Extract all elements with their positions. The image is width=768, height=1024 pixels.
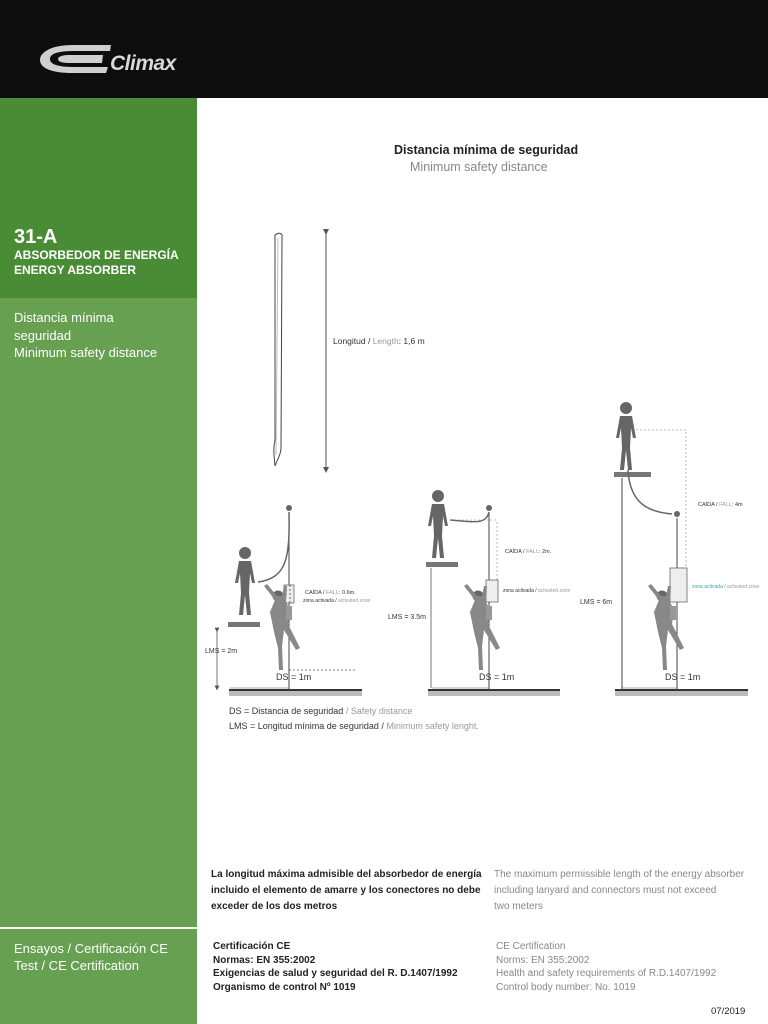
lms-label: LMS = 2m xyxy=(205,648,238,655)
svg-text:zona activada / activated zone: zona activada / activated zone xyxy=(503,588,571,594)
logo-swoosh-icon xyxy=(38,42,112,76)
scenario-2 xyxy=(388,490,570,696)
cert-line: Exigencias de salud y seguridad del R. D.1407/1992 xyxy=(213,968,458,979)
sidebar-info-block xyxy=(0,298,197,1024)
section-line: Distancia mínima xyxy=(14,310,114,325)
section-line: seguridad xyxy=(14,327,72,343)
cert-line: Organismo de control Nº 1019 xyxy=(213,981,356,993)
cert-line: Normas: EN 355:2002 xyxy=(213,954,316,966)
note-line: exceder de los dos metros xyxy=(211,901,338,912)
note-line: including lanyard and connectors must not exceed xyxy=(494,885,717,896)
cert-line: Norms: EN 355:2002 xyxy=(496,954,590,966)
svg-text:CAÍDA / FALL: 0.6m.: CAÍDA / FALL: 0.6m. xyxy=(305,590,356,596)
note-line: two meters xyxy=(494,901,543,912)
ds-label: DS = 1m xyxy=(665,672,701,682)
note-spanish xyxy=(211,867,482,915)
product-name xyxy=(14,248,179,278)
scenario-1 xyxy=(205,505,370,696)
section-line: Minimum safety distance xyxy=(14,345,158,360)
product-code: 31-A xyxy=(14,226,58,248)
note-line: The maximum permissible length of the energy absorber xyxy=(494,869,745,880)
page-subtitle: Minimum safety distance xyxy=(410,160,548,174)
cert-line: CE Certification xyxy=(496,941,566,952)
legend-lms: LMS = Longitud mínima de seguridad / Minimum safety lenght. xyxy=(229,721,479,731)
scenario-3 xyxy=(580,402,759,696)
ds-label: DS = 1m xyxy=(479,672,515,682)
page-title: Distancia mínima de seguridad xyxy=(394,143,579,157)
brand-name: Climax xyxy=(110,52,176,75)
svg-text:CAÍDA / FALL: 4m: CAÍDA / FALL: 4m xyxy=(698,502,743,508)
page-header xyxy=(0,0,768,98)
legend-ds: DS = Distancia de seguridad / Safety distance xyxy=(229,706,413,716)
document-date: 07/2019 xyxy=(711,1006,746,1017)
note-line: incluido el elemento de amarre y los conectores no debe xyxy=(211,885,481,896)
safety-distance-diagram xyxy=(200,220,760,700)
svg-text:zona activada / activated zone: zona activada / activated zone xyxy=(692,584,760,590)
svg-text:CAÍDA / FALL: 2m.: CAÍDA / FALL: 2m. xyxy=(505,549,552,555)
cert-line: Test / CE Certification xyxy=(14,958,139,973)
note-english xyxy=(494,867,744,915)
svg-text:zona activada / activated zone: zona activada / activated zone xyxy=(303,598,371,604)
product-name-es: ABSORBEDOR DE ENERGÍA xyxy=(14,248,179,262)
certification-spanish xyxy=(213,940,458,994)
cert-line: Health and safety requirements of R.D.1407/1992 xyxy=(496,968,717,979)
lms-label: LMS = 3.5m xyxy=(388,614,426,621)
climax-logo xyxy=(38,42,188,76)
product-name-en: ENERGY ABSORBER xyxy=(14,263,137,277)
sidebar-section-title xyxy=(14,309,157,362)
ds-label: DS = 1m xyxy=(276,672,312,682)
length-label: Longitud / Length: 1,6 m xyxy=(333,336,425,346)
cert-line: Ensayos / Certificación CE xyxy=(14,941,168,956)
cert-line: Certificación CE xyxy=(213,941,291,952)
sidebar-cert-title xyxy=(14,940,168,974)
lms-label: LMS = 6m xyxy=(580,599,613,606)
certification-english xyxy=(496,940,716,994)
sidebar-divider xyxy=(0,927,197,929)
cert-line: Control body number: No. 1019 xyxy=(496,981,636,993)
note-line: La longitud máxima admisible del absorbedor de energía xyxy=(211,869,482,880)
